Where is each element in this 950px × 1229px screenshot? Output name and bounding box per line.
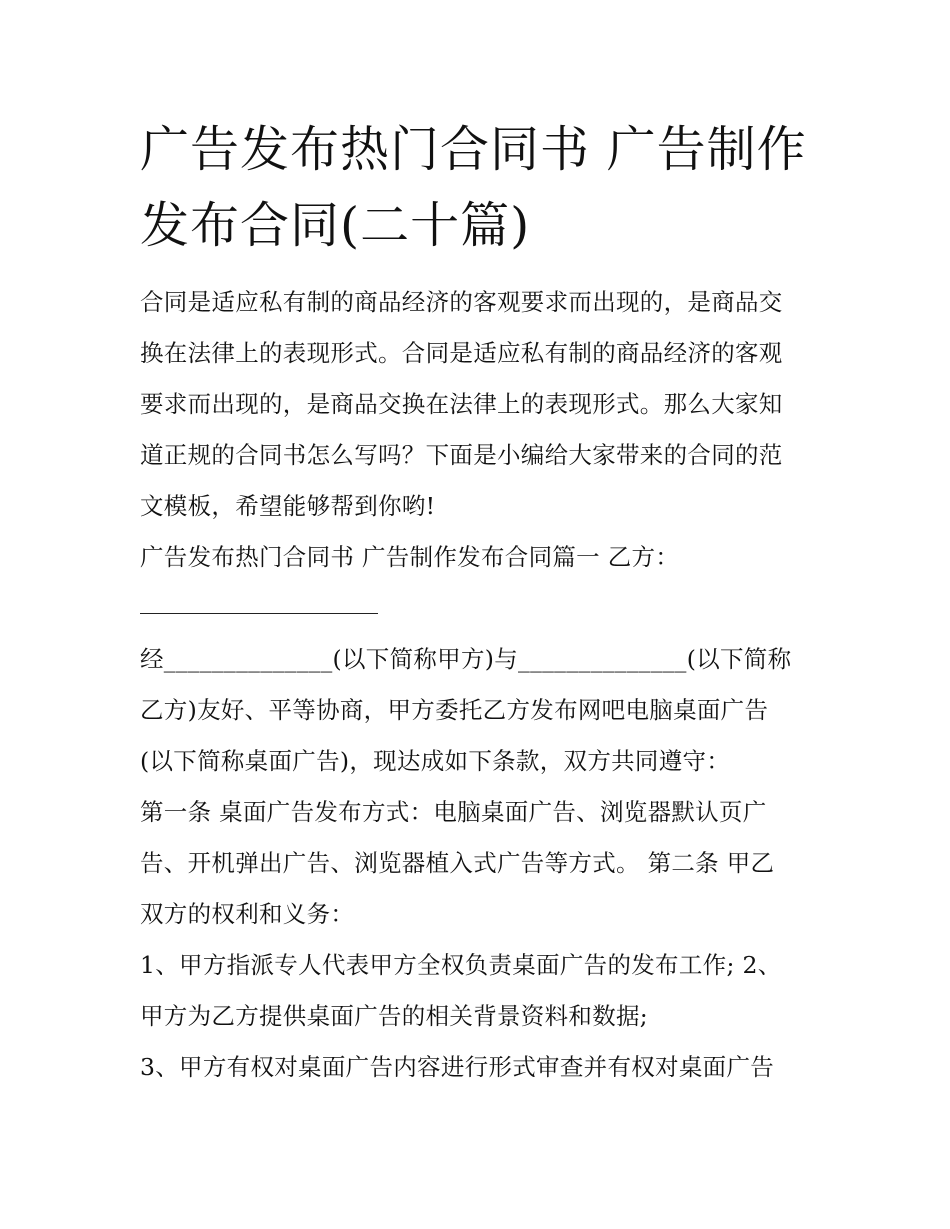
paragraph-line: 甲方为乙方提供桌面广告的相关背景资料和数据; — [140, 1002, 649, 1030]
title-line: 广告发布热门合同书 广告制作 — [140, 121, 807, 178]
paragraph-line: 告、开机弹出广告、浏览器植入式广告等方式。 第二条 甲乙 — [140, 849, 775, 877]
title-line: 发布合同(二十篇) — [140, 197, 531, 254]
paragraph-line: 3、甲方有权对桌面广告内容进行形式审查并有权对桌面广告 — [140, 1053, 775, 1081]
paragraph-line: 文模板，希望能够帮到你哟! — [140, 492, 436, 520]
paragraph-line: 双方的权利和义务： — [140, 900, 355, 928]
paragraph-line: 经______________(以下简称甲方)与______________(以下简称 — [140, 645, 792, 673]
document-body — [140, 277, 820, 1093]
paragraph-line: 合同是适应私有制的商品经济的客观要求而出现的，是商品交 — [140, 288, 783, 316]
paragraph-line: 1、甲方指派专人代表甲方全权负责桌面广告的发布工作; 2、 — [140, 951, 782, 979]
paragraph-line: 换在法律上的表现形式。合同是适应私有制的商品经济的客观 — [140, 339, 783, 367]
signature-blank — [140, 583, 820, 634]
paragraph-line: 要求而出现的，是商品交换在法律上的表现形式。那么大家知 — [140, 390, 783, 418]
paragraph-line: 广告发布热门合同书 广告制作发布合同篇一 乙方： — [140, 543, 680, 571]
paragraph-line: 第一条 桌面广告发布方式：电脑桌面广告、浏览器默认页广 — [140, 798, 767, 826]
document-title — [140, 112, 820, 264]
paragraph-line: 乙方)友好、平等协商，甲方委托乙方发布网吧电脑桌面广告 — [140, 696, 769, 724]
paragraph-line: (以下简称桌面广告)，现达成如下条款，双方共同遵守： — [140, 747, 731, 775]
blank-underline — [140, 613, 378, 614]
paragraph-line: 道正规的合同书怎么写吗？下面是小编给大家带来的合同的范 — [140, 441, 783, 469]
